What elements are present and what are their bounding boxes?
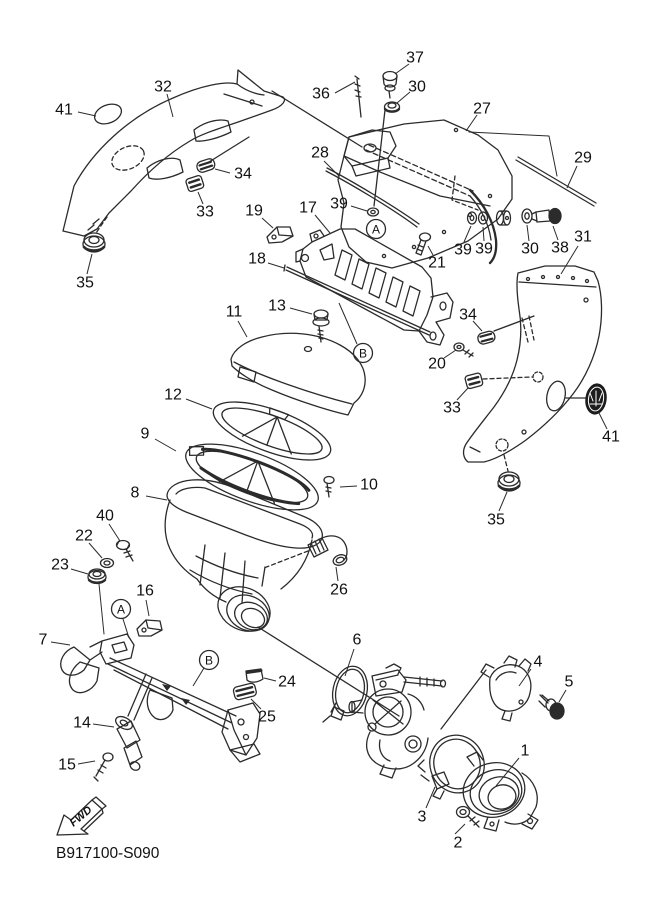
part-4-cover: [481, 656, 531, 721]
part-label-6-leader: [345, 649, 354, 676]
part-label-7: 7: [38, 631, 48, 649]
part-label-28: 28: [311, 144, 329, 162]
part-label-26-leader: [336, 567, 338, 581]
part-label-12-leader: [186, 399, 212, 409]
part-label-14-leader: [93, 724, 114, 727]
part-label-18: 18: [248, 250, 266, 268]
part-label-22: 22: [75, 527, 93, 545]
part-19-clip: [267, 227, 293, 243]
part-label-25: 25: [258, 708, 276, 726]
part-label-3: 3: [417, 808, 427, 826]
assembly-line: [258, 627, 399, 716]
part-23-grommet: [88, 569, 106, 634]
part-label-33: 33: [443, 399, 461, 417]
part-label-29: 29: [574, 149, 592, 167]
part-label-17: 17: [299, 199, 317, 217]
ref-marker-B-leader: [193, 668, 204, 686]
part-13-screw: [313, 310, 329, 342]
part-label-33-leader: [198, 192, 203, 204]
part-label-9: 9: [140, 425, 150, 443]
part-label-41: 41: [55, 101, 73, 119]
part-33-damper-right: [464, 372, 483, 389]
part-label-10-leader: [340, 486, 357, 487]
part-33-damper-left: [185, 175, 204, 192]
part-label-20: 20: [428, 355, 446, 373]
part-label-23-leader: [71, 569, 88, 574]
part-label-13-leader: [290, 308, 312, 314]
part-label-16: 16: [136, 582, 154, 600]
part-label-11: 11: [225, 303, 243, 321]
part-label-17-leader: [315, 215, 330, 233]
part-label-19-leader: [262, 218, 273, 228]
part-label-2: 2: [453, 834, 463, 852]
part-31-air-duct-right: [464, 266, 602, 462]
part-label-39-leader: [351, 206, 367, 211]
part-label-41-leader: [599, 413, 607, 429]
ref-marker-letter-A: A: [116, 602, 126, 617]
part-25-damper: [233, 683, 257, 701]
assembly-line: [494, 316, 534, 331]
part-18-rod: [284, 265, 430, 335]
part-label-2-leader: [455, 824, 465, 834]
part-label-41-leader: [78, 112, 96, 116]
part-label-34: 34: [459, 306, 477, 324]
part-15-screw: [94, 753, 113, 781]
part-9-element-seal: [178, 431, 326, 524]
part-37-bolt: [383, 72, 397, 99]
part-label-21: 21: [428, 254, 446, 272]
part-label-13: 13: [268, 297, 286, 315]
part-label-41: 41: [602, 428, 620, 446]
part-label-6: 6: [352, 631, 362, 649]
part-39-washer-single: [368, 208, 379, 216]
part-label-30: 30: [521, 240, 539, 258]
part-label-37: 37: [406, 49, 424, 67]
part-5-bolt: [539, 695, 564, 719]
part-label-12: 12: [164, 386, 182, 404]
part-label-39: 39: [475, 240, 493, 258]
part-label-3-leader: [426, 787, 435, 808]
part-label-26: 26: [330, 581, 348, 599]
assembly-line: [483, 377, 532, 379]
part-label-14: 14: [73, 714, 91, 732]
ref-marker-letter-B: B: [204, 653, 214, 668]
part-label-32: 32: [154, 78, 172, 96]
ref-marker-B-leader: [339, 303, 357, 344]
part-36-rod: [355, 76, 361, 117]
part-label-40-leader: [109, 524, 120, 541]
fwd-arrow-label: FWD: [67, 804, 95, 830]
part-label-30: 30: [408, 78, 426, 96]
part-label-33: 33: [196, 203, 214, 221]
part-label-16-leader: [146, 600, 149, 616]
part-label-35: 35: [487, 511, 505, 529]
part-24-damper: [246, 669, 263, 682]
diagram-code: B917100-S090: [56, 845, 160, 862]
part-label-39: 39: [330, 195, 348, 213]
part-30-grommet-top: [385, 102, 400, 112]
part-label-34-leader: [215, 169, 230, 173]
part-label-35-leader: [87, 254, 92, 274]
part-14-sensor: [113, 714, 142, 772]
part-40-bolt: [117, 541, 134, 562]
part-16-clip: [137, 620, 162, 636]
part-26-joint-hose: [264, 536, 348, 568]
part-label-24: 24: [278, 673, 296, 691]
ref-marker-letter-B: B: [358, 346, 368, 361]
part-label-8-leader: [146, 496, 167, 500]
part-41-emblem-right: [584, 383, 608, 415]
part-label-38: 38: [551, 239, 569, 257]
part-label-30-leader: [527, 225, 529, 241]
part-label-23: 23: [51, 556, 69, 574]
part-label-33-leader: [457, 388, 468, 400]
part-label-34: 34: [234, 165, 252, 183]
part-label-35: 35: [76, 274, 94, 292]
part-10-screw: [324, 477, 334, 498]
part-label-15-leader: [78, 761, 95, 764]
part-label-1: 1: [520, 742, 530, 760]
part-22-washer: [101, 559, 114, 568]
part-label-36: 36: [312, 85, 330, 103]
part-11-cleaner-cap: [231, 333, 368, 415]
part-label-9-leader: [155, 439, 176, 451]
part-label-4: 4: [533, 653, 543, 671]
part-label-29-leader: [567, 166, 577, 188]
part-1-intake-joint: [457, 752, 538, 831]
part-label-8: 8: [130, 484, 140, 502]
assembly-line: [209, 137, 249, 162]
part-label-15: 15: [58, 756, 76, 774]
part-41-emblem-left: [92, 100, 125, 127]
part-30-collar: [522, 209, 532, 223]
ref-marker-letter-A: A: [371, 222, 381, 237]
part-35-grommet-right: [498, 455, 520, 491]
part-label-38-leader: [553, 226, 558, 240]
part-label-11-leader: [238, 321, 247, 337]
part-label-5-leader: [559, 690, 566, 702]
part-label-27: 27: [473, 100, 491, 118]
part-label-7-leader: [51, 642, 70, 645]
part-38-bolt: [532, 209, 561, 224]
part-label-39: 39: [454, 241, 472, 259]
part-label-10: 10: [360, 476, 378, 494]
part-21-screw: [416, 233, 431, 255]
part-label-40: 40: [96, 507, 114, 525]
part-label-19: 19: [245, 202, 263, 220]
part-34-damper-right: [477, 330, 496, 345]
part-2-bolt: [457, 807, 480, 828]
part-label-24-leader: [264, 678, 276, 681]
part-label-18-leader: [268, 263, 284, 268]
assembly-line: [441, 670, 486, 729]
part-label-35-leader: [499, 492, 507, 511]
part-label-31: 31: [574, 228, 592, 246]
part-label-36-leader: [335, 82, 355, 93]
part-20-screw: [454, 343, 473, 357]
part-label-32-leader: [167, 94, 173, 117]
part-7-bracket: [61, 634, 260, 762]
part-label-22-leader: [89, 543, 102, 558]
part-label-5: 5: [564, 673, 574, 691]
